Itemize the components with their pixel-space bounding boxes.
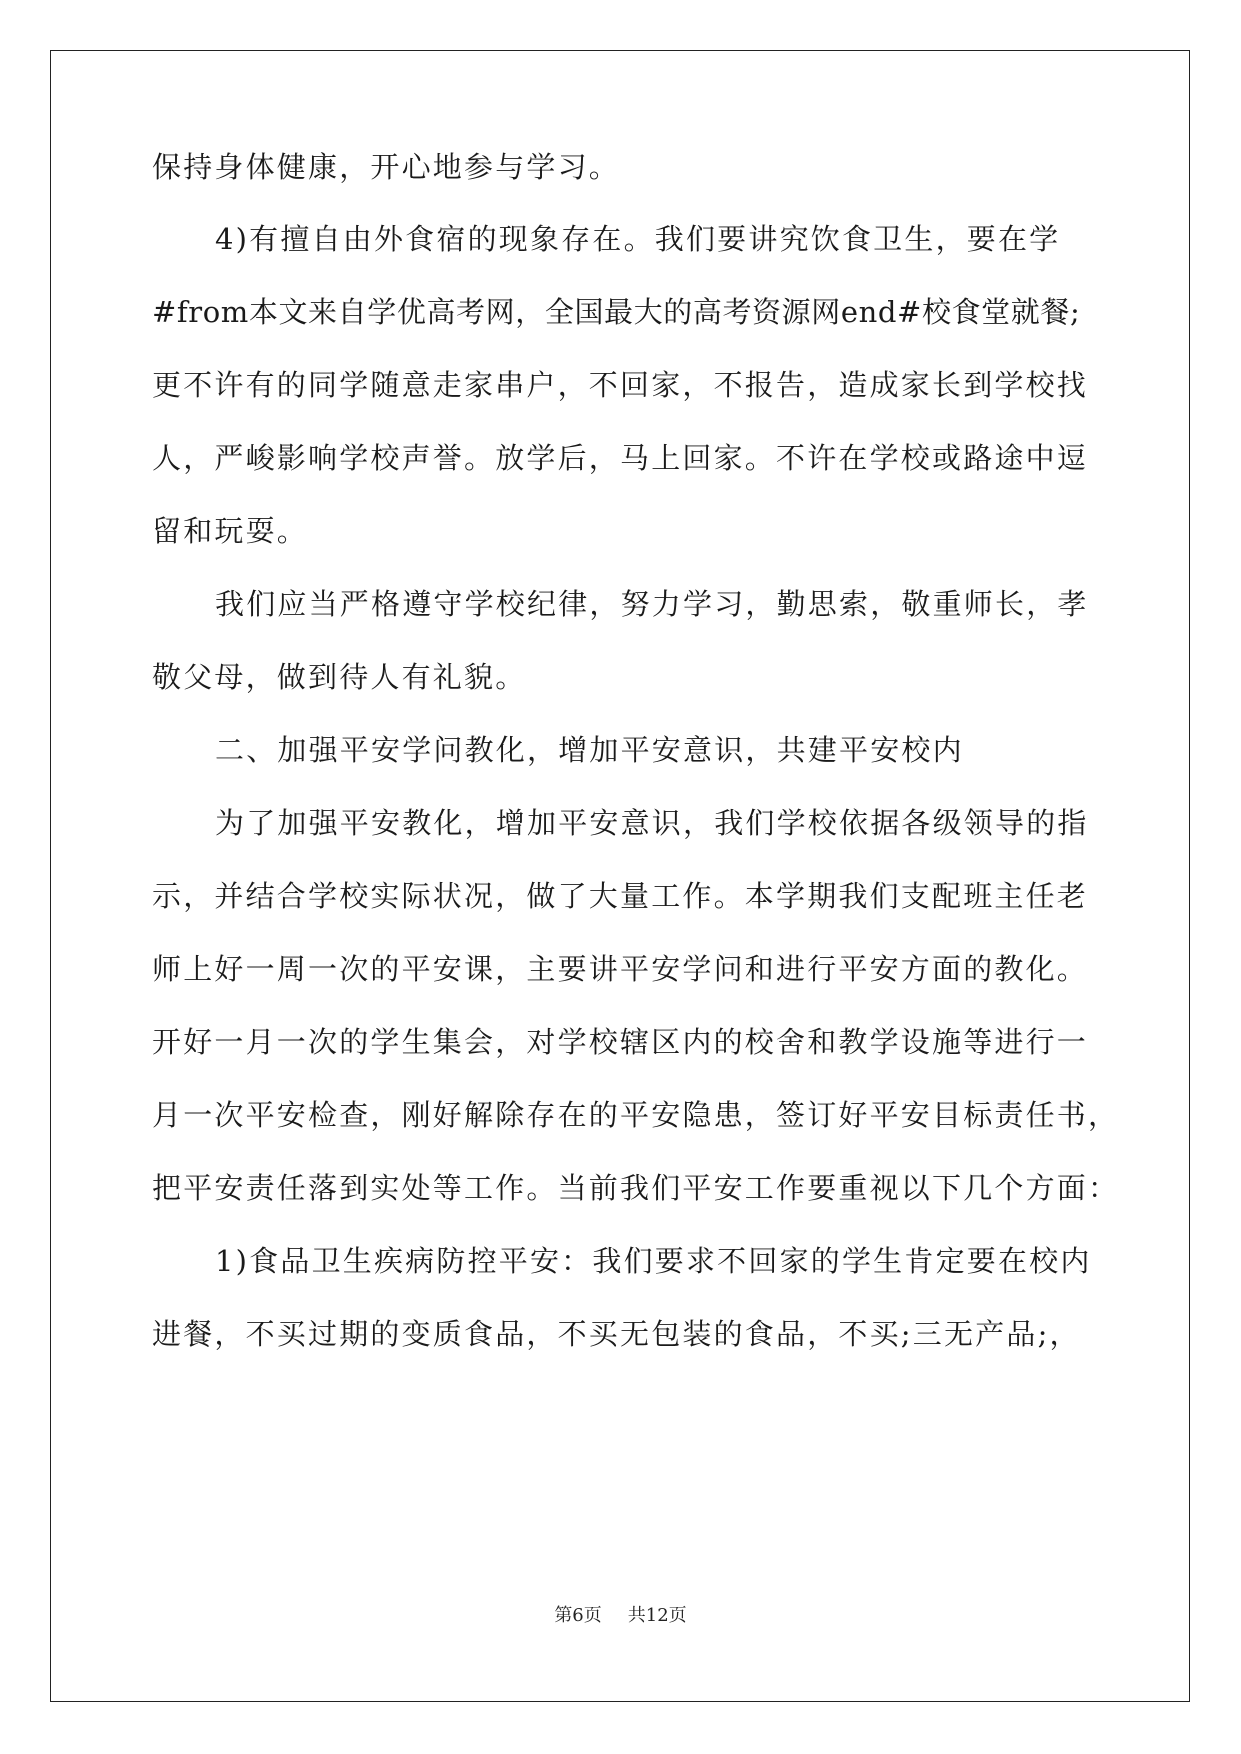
text-line-7: 我们应当严格遵守学校纪律，努力学习，勤思索，敬重师长，孝 xyxy=(215,587,1089,621)
text-line-10: 为了加强平安教化，增加平安意识，我们学校依据各级领导的指 xyxy=(215,806,1089,840)
text-line-5: 人，严峻影响学校声誉。放学后，马上回家。不许在学校或路途中逗 xyxy=(152,441,1089,475)
page-footer xyxy=(0,1605,1241,1627)
text-line-15: 把平安责任落到实处等工作。当前我们平安工作要重视以下几个方面： xyxy=(152,1171,1120,1205)
text-line-3: #from本文来自学优高考网，全国最大的高考资源网end#校食堂就餐; xyxy=(152,295,1081,329)
text-line-11: 示，并结合学校实际状况，做了大量工作。本学期我们支配班主任老 xyxy=(152,879,1089,913)
page-total: 共12页 xyxy=(627,1605,687,1626)
text-line-16: 1)食品卫生疾病防控平安：我们要求不回家的学生肯定要在校内 xyxy=(215,1244,1092,1278)
text-line-4: 更不许有的同学随意走家串户，不回家，不报告，造成家长到学校找 xyxy=(152,368,1089,402)
text-line-12: 师上好一周一次的平安课，主要讲平安学问和进行平安方面的教化。 xyxy=(152,952,1089,986)
text-line-8: 敬父母，做到待人有礼貌。 xyxy=(152,660,527,694)
text-line-14: 月一次平安检查，刚好解除存在的平安隐患，签订好平安目标责任书， xyxy=(152,1098,1120,1132)
text-line-6: 留和玩耍。 xyxy=(152,514,309,548)
text-line-1: 保持身体健康，开心地参与学习。 xyxy=(152,150,621,184)
page-number: 第6页 xyxy=(554,1605,602,1626)
section-heading: 二、加强平安学问教化，增加平安意识，共建平安校内 xyxy=(215,733,964,767)
text-line-13: 开好一月一次的学生集会，对学校辖区内的校舍和教学设施等进行一 xyxy=(152,1025,1089,1059)
text-line-17: 进餐，不买过期的变质食品，不买无包装的食品，不买;三无产品;， xyxy=(152,1317,1081,1351)
text-line-2: 4)有擅自由外食宿的现象存在。我们要讲究饮食卫生，要在学 xyxy=(215,222,1061,256)
